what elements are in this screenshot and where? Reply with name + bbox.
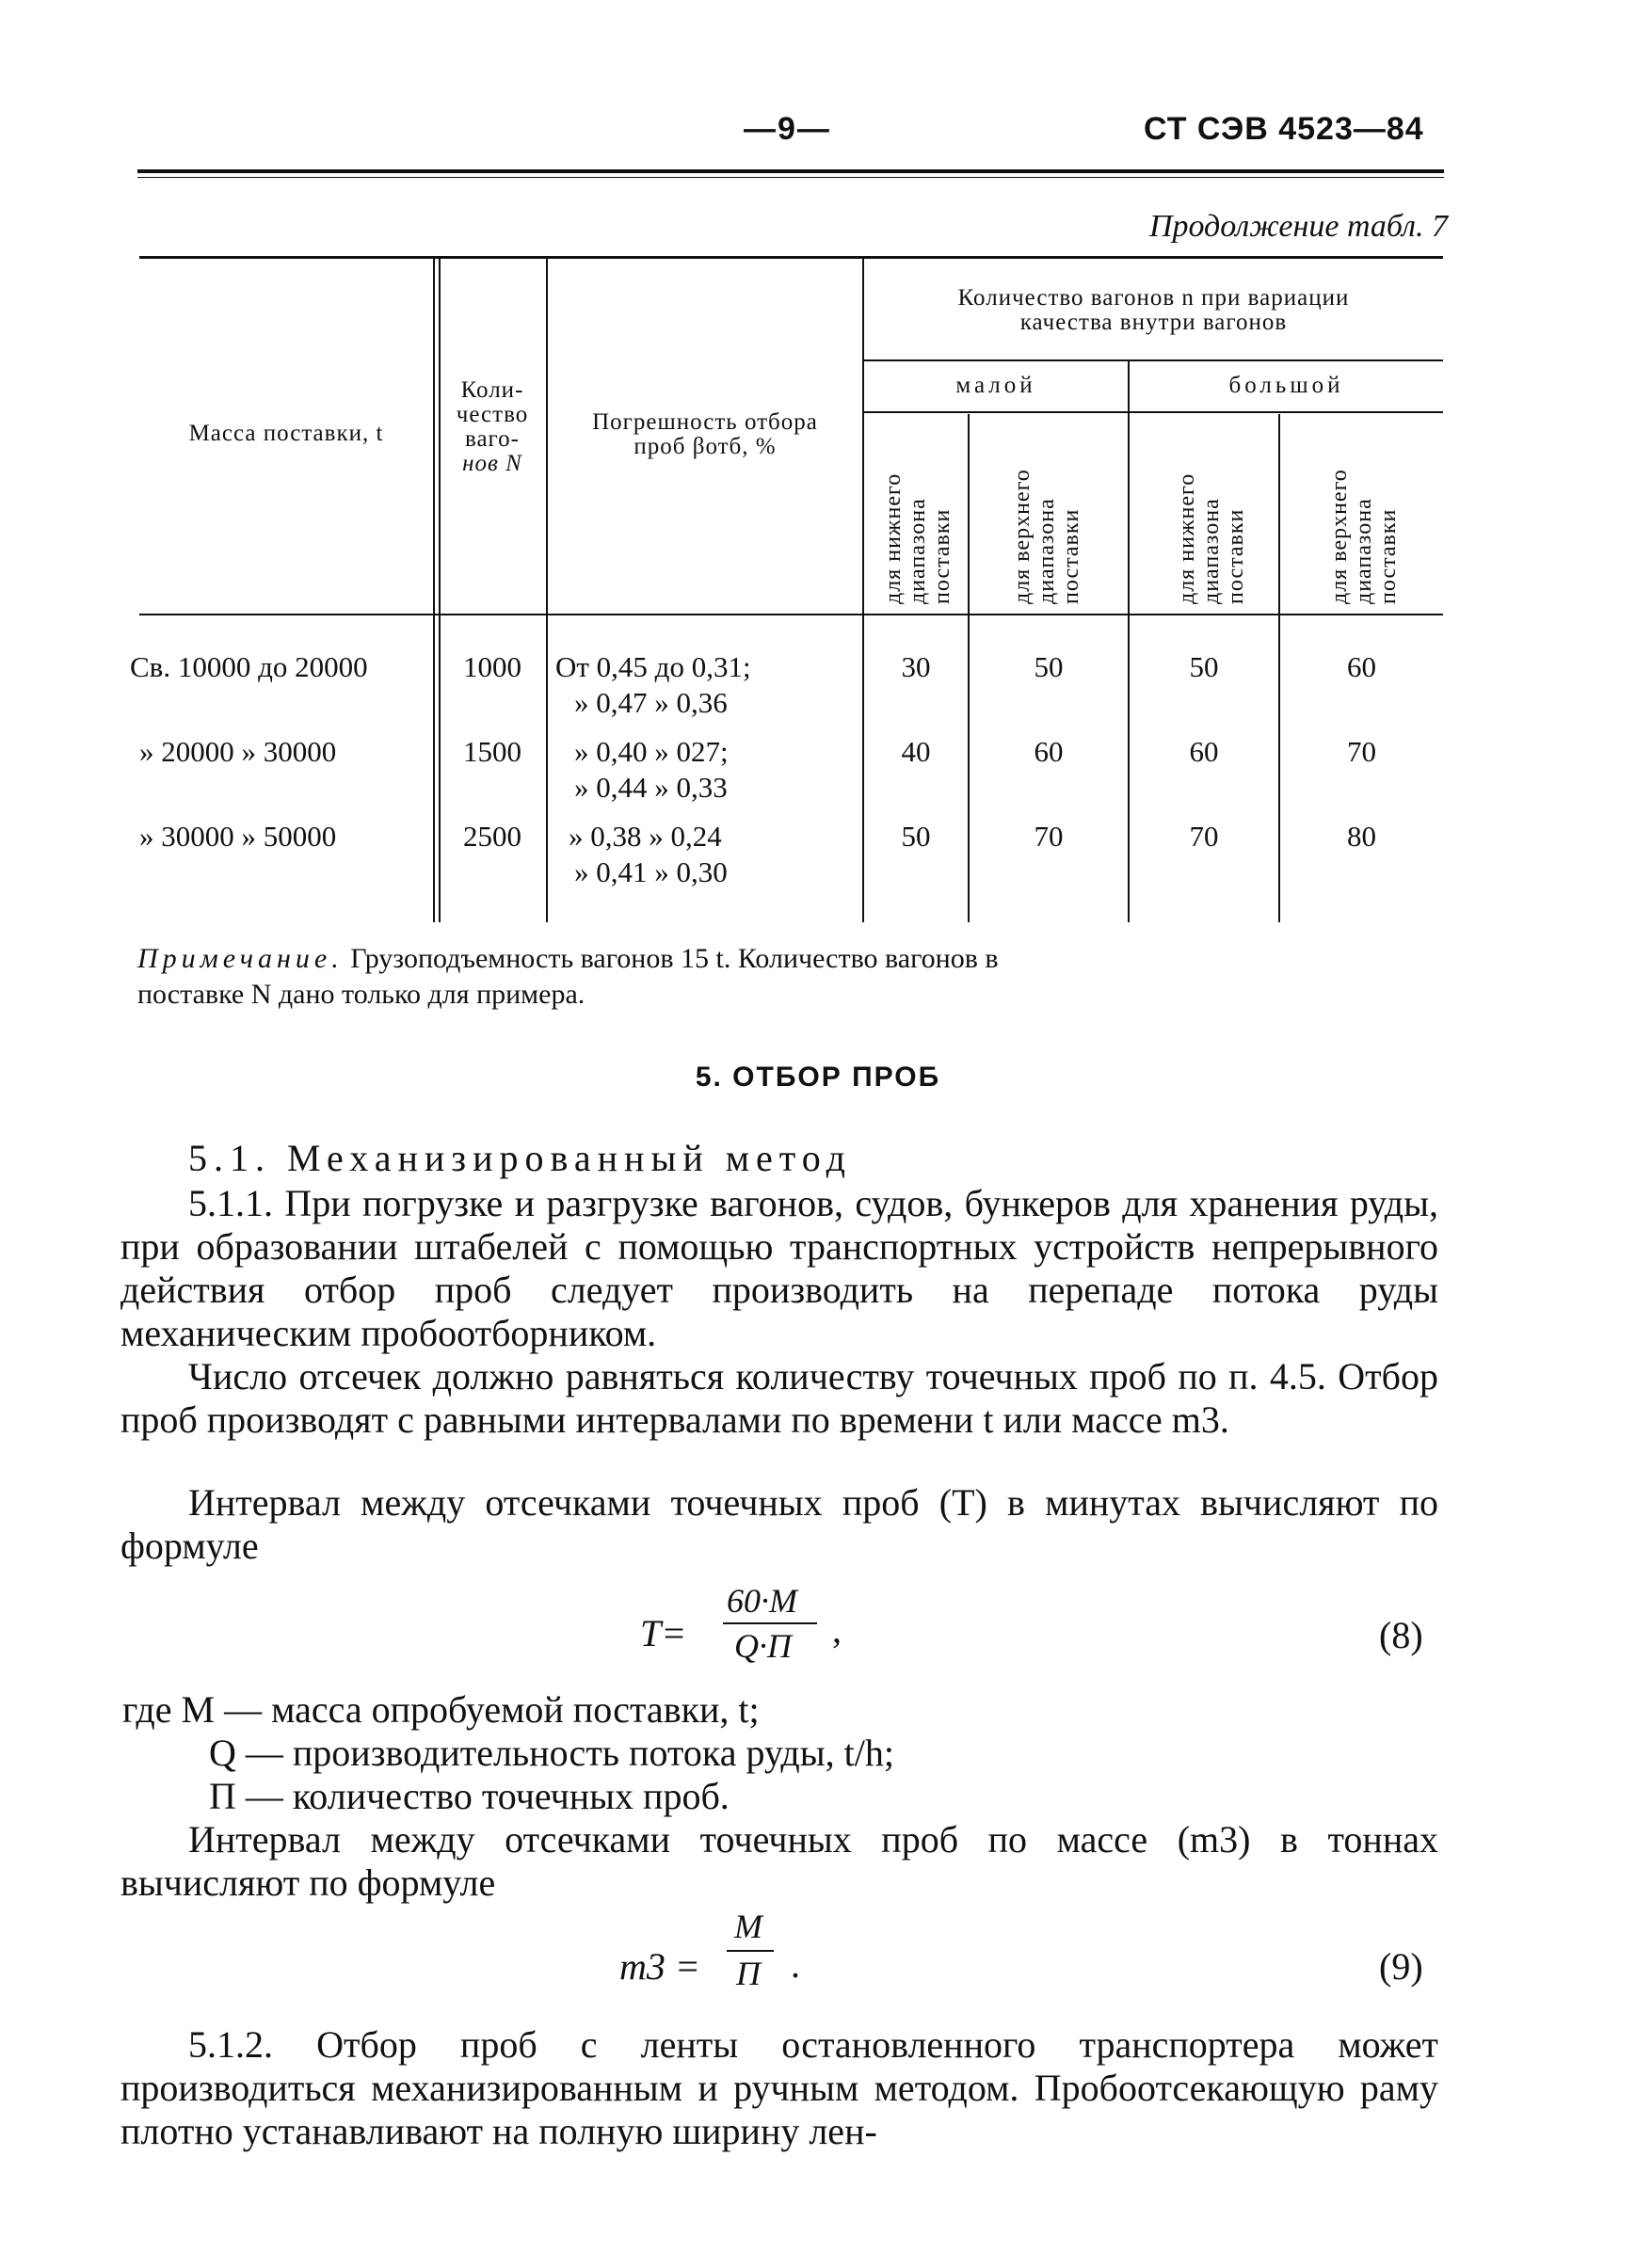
small-large-rule [862, 411, 1443, 413]
row3-err2: » 0,41 » 0,30 [574, 855, 728, 888]
note-line1: Грузоподъемность вагонов 15 t. Количество вагонов в [350, 943, 999, 974]
formula-9-dot: . [791, 1943, 800, 1986]
section-heading: 5. ОТБОР ПРОБ [695, 1062, 941, 1093]
formula-8-bar [723, 1622, 817, 1624]
paragraph-interval: Интервал между отсечками точечных проб (T) в минутах вычисляют по формуле [120, 1481, 1438, 1567]
header-large-lower: для нижнего диапазона поставки [1175, 472, 1248, 604]
row2-err2: » 0,44 » 0,33 [574, 771, 728, 804]
row3-mass: » 30000 » 50000 [139, 820, 337, 853]
row3-err1: » 0,38 » 0,24 [569, 820, 722, 853]
header-large: большой [1228, 373, 1344, 398]
formula-8-lhs: T= [640, 1612, 687, 1654]
header-mass: Масса поставки, t [188, 421, 384, 446]
row1-v3: 50 [1189, 650, 1219, 683]
paragraph-5-1-2: 5.1.2. Отбор проб с ленты остановленного транспортера может производиться механизированным и ручным методом. Пробоотсекающую раму плотно устанавливают на полную ширину лен- [120, 2023, 1438, 2152]
header-wagons: Количество вагонов n при вариации качества внутри вагонов [957, 285, 1350, 335]
header-rule [137, 169, 1444, 173]
col-divider [433, 256, 435, 922]
paragraph-5-1-1: 5.1.1. При погрузке и разгрузке вагонов, судов, бункеров для хранения руды, при образовании штабелей с помощью транспортных устройств непрерывного действия отбор проб следует производить на перепаде потока руды механическим пробоотборником. [120, 1182, 1438, 1354]
table-top-rule [139, 256, 1443, 259]
note-label: Примечание. [137, 943, 344, 974]
table-header-rule [139, 614, 1443, 615]
row3-v3: 70 [1189, 820, 1219, 853]
paragraph-interval-mass: Интервал между отсечками точечных проб по массе (m3) в тоннах вычисляют по формуле [120, 1818, 1438, 1904]
header-error: Погрешность отбора проб βотб, % [592, 409, 818, 459]
data-table [130, 256, 1443, 922]
table-note [137, 941, 1442, 977]
row1-v4: 60 [1347, 650, 1376, 683]
formula-9-lhs: m3 = [619, 1945, 700, 1988]
header-small: малой [955, 373, 1036, 398]
subsection-title: 5.1. Механизированный метод [188, 1137, 852, 1179]
header-large-upper: для верхнего диапазона поставки [1327, 469, 1401, 604]
header-count: Коли- чество ваго- нов N [456, 377, 529, 476]
formula-9-bar [727, 1950, 774, 1952]
col-divider [546, 256, 548, 922]
header-small-lower: для нижнего диапазона поставки [881, 472, 954, 604]
row2-v3: 60 [1189, 735, 1219, 768]
formula-8-denominator: Q·П [734, 1627, 792, 1665]
where-p: П — количество точечных проб. [209, 1775, 730, 1817]
header-small-upper: для верхнего диапазона поставки [1010, 469, 1083, 604]
table-note-line2: поставке N дано только для примера. [137, 979, 585, 1010]
row3-v4: 80 [1347, 820, 1376, 853]
row2-v4: 70 [1347, 735, 1376, 768]
row2-v1: 40 [901, 735, 931, 768]
formula-9-number: (9) [1379, 1945, 1423, 1988]
page-number: —9— [744, 111, 831, 147]
row1-v1: 30 [901, 650, 931, 683]
formula-9-denominator: П [736, 1955, 761, 1992]
row1-err1: От 0,45 до 0,31; [555, 650, 751, 683]
header-rule-thin [137, 177, 1444, 178]
row1-n: 1000 [463, 650, 521, 683]
row2-n: 1500 [463, 735, 521, 768]
formula-8-comma: , [832, 1608, 842, 1651]
row3-v2: 70 [1034, 820, 1064, 853]
formula-9-numerator: M [734, 1908, 762, 1945]
row2-mass: » 20000 » 30000 [139, 735, 337, 768]
where-q: Q — производительность потока руды, t/h; [209, 1732, 894, 1774]
row1-err2: » 0,47 » 0,36 [574, 686, 728, 719]
table-caption: Продолжение табл. 7 [1148, 209, 1448, 244]
row1-v2: 50 [1034, 650, 1064, 683]
wagons-group-rule [862, 359, 1443, 361]
paragraph-sample-count: Число отсечек должно равняться количеству точечных проб по п. 4.5. Отбор проб производят с равными интервалами по времени t или массе m3. [120, 1355, 1438, 1441]
formula-8-numerator: 60·M [727, 1582, 797, 1620]
row2-v2: 60 [1034, 735, 1064, 768]
row3-v1: 50 [901, 820, 931, 853]
formula-8-number: (8) [1379, 1614, 1423, 1656]
row2-err1: » 0,40 » 027; [574, 735, 729, 768]
row1-mass: Св. 10000 до 20000 [130, 650, 368, 683]
where-m: где M — масса опробуемой поставки, t; [122, 1688, 760, 1731]
row3-n: 2500 [463, 820, 521, 853]
standard-id: СТ СЭВ 4523—84 [1144, 111, 1424, 147]
